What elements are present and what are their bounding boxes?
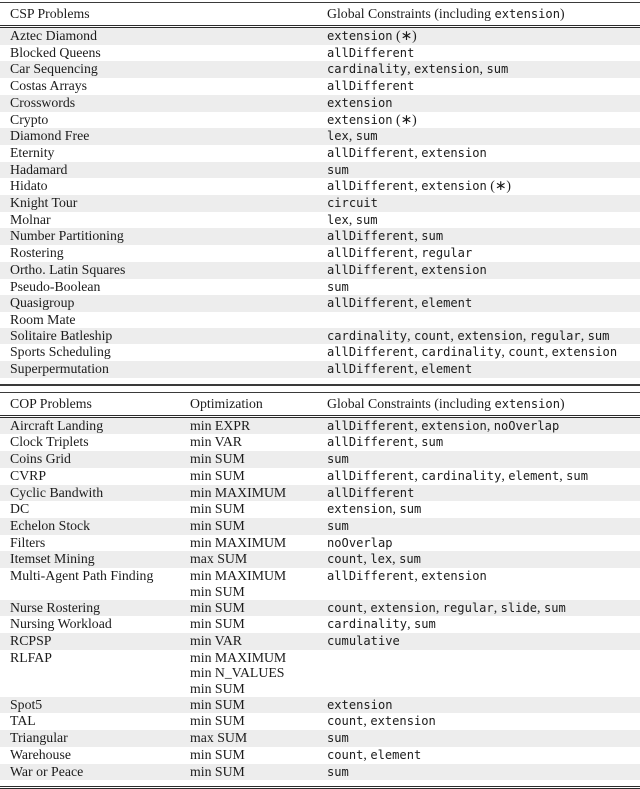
constraint-name: extension [327, 112, 393, 127]
constraint-name: allDifferent [327, 435, 415, 450]
constraint-name: extension [421, 179, 487, 194]
text-segment: , [414, 178, 422, 194]
optimization-objective: min MAXIMUM [190, 568, 287, 584]
constraint-name: extension [327, 29, 393, 43]
constraints-cell [317, 633, 640, 650]
constraints-cell [317, 212, 640, 229]
problem-cell: Crypto [10, 111, 49, 127]
table-row [0, 551, 640, 568]
text-segment: Global Constraints (including [327, 395, 495, 411]
text-segment: , [479, 61, 487, 77]
constraint-name: regular [529, 328, 581, 343]
text-segment: , [435, 599, 443, 615]
constraint-name: extension [327, 502, 393, 517]
problem-cell: Crosswords [0, 95, 317, 112]
cop-table-body [0, 416, 640, 787]
constraints-cell [317, 600, 640, 617]
table-row [0, 45, 640, 62]
constraint-name: cumulative [327, 633, 400, 648]
constraint-name: extension [421, 145, 487, 160]
problem-cell: Molnar [10, 211, 51, 227]
text-segment: , [407, 616, 414, 632]
optimization-objective: min N_VALUES [190, 665, 285, 681]
optimization-objective: min SUM [190, 599, 245, 615]
constraint-name: extension [494, 7, 560, 21]
table-row [0, 228, 640, 245]
problem-cell: Warehouse [10, 746, 71, 762]
constraint-name: sum [587, 328, 610, 343]
constraint-name: extension [370, 714, 436, 729]
constraint-name: allDifferent [327, 45, 415, 60]
optimization-objective: min SUM [190, 517, 245, 533]
text-segment: , [363, 551, 371, 567]
text-segment: , [348, 211, 356, 227]
problem-cell: Pseudo-Boolean [10, 278, 101, 294]
table-row [0, 501, 640, 518]
optimization-objective: min SUM [190, 681, 245, 697]
text-segment: , [414, 295, 422, 311]
constraint-name: cardinality [327, 328, 408, 343]
optimization-objective: min SUM [190, 746, 245, 762]
table-row [0, 535, 640, 552]
constraints-cell [317, 328, 640, 345]
csp-problems-table [0, 2, 640, 386]
constraint-name: extension [551, 345, 618, 360]
problem-cell: Hidato [10, 178, 48, 194]
constraints-cell [317, 468, 640, 485]
problem-cell: Coins Grid [0, 451, 180, 468]
optimization-cell [180, 434, 317, 451]
text-segment: , [414, 228, 422, 244]
optimization-objective: min SUM [190, 713, 245, 729]
constraints-cell [317, 295, 640, 312]
table-row [0, 112, 640, 129]
optimization-cell [180, 416, 317, 434]
constraints-cell [317, 434, 640, 451]
optimization-cell [180, 485, 317, 502]
problem-cell: Cyclic Bandwith [0, 485, 180, 502]
constraint-name: sum [355, 129, 378, 144]
column-header [0, 3, 317, 27]
optimization-objective: min SUM [190, 763, 245, 779]
constraints-cell [317, 713, 640, 730]
constraints-cell [317, 485, 640, 502]
text-segment: (∗) [392, 28, 417, 43]
constraint-name: allDifferent [327, 246, 415, 261]
csp-table-body [0, 27, 640, 385]
text-segment: , [580, 327, 588, 343]
spacer-cell [0, 780, 640, 788]
optimization-cell [180, 633, 317, 650]
problem-cell: Rostering [10, 245, 64, 261]
constraints-cell [317, 27, 640, 45]
constraint-name: extension [494, 396, 560, 411]
constraint-name: extension [414, 62, 480, 77]
constraint-name: element [421, 296, 473, 311]
table-row [0, 295, 640, 312]
constraints-cell [317, 551, 640, 568]
problem-cell: RLFAP [10, 649, 52, 665]
table-row [0, 262, 640, 279]
problem-cell: RCPSP [0, 633, 180, 650]
problem-cell: Ortho. Latin Squares [0, 262, 317, 279]
constraints-cell [317, 361, 640, 378]
text-segment: , [363, 713, 371, 729]
table-row [0, 328, 640, 345]
problem-cell: Nursing Workload [10, 616, 112, 632]
constraint-name: lex [327, 129, 349, 144]
constraint-name: slide [500, 600, 538, 615]
problem-cell: Hadamard [0, 162, 317, 179]
text-segment: , [414, 361, 422, 377]
table-row [0, 600, 640, 617]
constraint-name: sum [327, 452, 349, 467]
optimization-objective: min MAXIMUM [190, 484, 287, 500]
text-segment: , [363, 599, 371, 615]
constraints-cell [317, 518, 640, 535]
table-row [0, 485, 640, 502]
optimization-cell [180, 730, 317, 747]
spacer-row [0, 780, 640, 788]
constraint-name: cardinality [421, 345, 502, 360]
problem-cell: Room Mate [10, 311, 76, 327]
constraint-name: sum [566, 468, 588, 483]
constraint-name: allDifferent [327, 468, 415, 483]
optimization-objective: min SUM [190, 616, 245, 632]
constraints-cell [317, 112, 640, 129]
problem-cell: Aztec Diamond [0, 27, 317, 45]
constraints-cell [317, 128, 640, 145]
table-row [0, 764, 640, 781]
column-header [0, 392, 180, 416]
table-row [0, 361, 640, 378]
table-row [0, 633, 640, 650]
problem-cell: Blocked Queens [10, 44, 101, 60]
table-row [0, 650, 640, 697]
text-segment: Optimization [190, 395, 263, 411]
constraint-name: count [327, 714, 364, 729]
text-segment: CSP Problems [10, 6, 90, 21]
spacer-cell [0, 378, 640, 385]
optimization-cell [180, 713, 317, 730]
constraint-name: allDifferent [327, 485, 415, 500]
optimization-cell [180, 551, 317, 568]
optimization-objective: min MAXIMUM [190, 534, 287, 550]
constraints-cell [317, 501, 640, 518]
constraint-name: extension [370, 600, 436, 615]
table-row [0, 416, 640, 434]
text-segment: , [450, 327, 458, 343]
problem-cell: Number Partitioning [0, 228, 317, 245]
table-row [0, 344, 640, 361]
text-segment: , [414, 568, 422, 584]
table-row [0, 162, 640, 179]
constraint-name: allDifferent [327, 179, 415, 194]
spacer-row [0, 378, 640, 385]
constraint-name: sum [399, 502, 422, 517]
column-header [180, 392, 317, 416]
table-row [0, 195, 640, 212]
text-segment: , [414, 245, 422, 261]
text-segment: (∗) [486, 178, 512, 194]
text-segment: , [407, 61, 414, 77]
constraint-name: lex [370, 552, 393, 567]
optimization-cell [180, 650, 317, 697]
table-row [0, 312, 640, 328]
optimization-objective: max SUM [190, 730, 248, 746]
constraint-name: allDifferent [327, 296, 415, 311]
problem-cell: Eternity [10, 144, 55, 160]
table-row [0, 616, 640, 633]
constraint-name: sum [327, 162, 349, 177]
optimization-cell [180, 501, 317, 518]
table-row [0, 27, 640, 45]
problem-cell: Quasigroup [0, 295, 317, 312]
constraints-cell [317, 162, 640, 179]
constraints-cell [317, 650, 640, 697]
text-segment: (∗) [392, 111, 417, 127]
constraint-name: count [327, 747, 364, 762]
optimization-objective: min SUM [190, 467, 245, 483]
constraints-cell [317, 61, 640, 78]
text-segment: ) [560, 6, 565, 21]
constraint-name: allDifferent [327, 229, 415, 244]
problem-cell: Multi-Agent Path Finding [10, 568, 154, 584]
text-segment: , [559, 467, 567, 483]
constraint-name: sum [327, 518, 349, 533]
constraints-cell [317, 45, 640, 62]
table-row [0, 245, 640, 262]
optimization-cell [180, 451, 317, 468]
optimization-objective: min SUM [190, 583, 245, 599]
constraints-cell [317, 145, 640, 162]
constraint-name: sum [543, 600, 566, 615]
constraint-name: noOverlap [327, 535, 393, 550]
optimization-cell [180, 535, 317, 552]
text-segment: COP Problems [10, 395, 92, 411]
constraint-name: sum [327, 279, 349, 294]
optimization-objective: min VAR [190, 434, 243, 450]
table-row [0, 568, 640, 599]
optimization-objective: min VAR [190, 632, 243, 648]
constraints-cell [317, 178, 640, 195]
constraint-name: extension [327, 697, 393, 712]
constraint-name: circuit [327, 196, 378, 211]
text-segment: , [493, 599, 501, 615]
table-row [0, 279, 640, 296]
text-segment: , [414, 144, 422, 160]
text-segment: , [392, 551, 400, 567]
constraint-name: count [508, 345, 545, 360]
cop-table-header [0, 392, 640, 416]
text-segment: , [414, 467, 422, 483]
constraint-name: extension [421, 569, 487, 584]
table-row [0, 451, 640, 468]
table-row [0, 468, 640, 485]
constraint-name: allDifferent [327, 362, 415, 377]
problem-cell: War or Peace [0, 764, 180, 781]
table-row [0, 518, 640, 535]
constraint-name: noOverlap [493, 418, 560, 433]
constraint-name: sum [399, 552, 421, 567]
table-row [0, 212, 640, 229]
text-segment: , [414, 261, 422, 277]
text-segment: , [414, 344, 422, 360]
table-row [0, 128, 640, 145]
problem-cell: Aircraft Landing [0, 416, 180, 434]
problem-cell: Nurse Rostering [0, 600, 180, 617]
constraint-name: sum [355, 212, 378, 227]
column-header [317, 392, 640, 416]
text-segment: , [414, 434, 422, 450]
constraints-cell [317, 78, 640, 95]
constraints-cell [317, 697, 640, 714]
problem-cell: Filters [10, 534, 46, 550]
constraint-name: element [421, 362, 473, 377]
constraints-cell [317, 616, 640, 633]
constraints-cell [317, 730, 640, 747]
table-row [0, 747, 640, 764]
text-segment: , [537, 599, 544, 615]
optimization-objective: min EXPR [190, 417, 251, 433]
optimization-cell [180, 764, 317, 781]
optimization-cell [180, 468, 317, 485]
constraints-cell [317, 262, 640, 279]
table-row [0, 697, 640, 714]
constraint-name: sum [421, 435, 444, 450]
constraints-cell [317, 279, 640, 296]
problem-cell: Clock Triplets [10, 434, 89, 450]
table-row [0, 434, 640, 451]
constraints-cell [317, 568, 640, 599]
constraint-name: count [327, 552, 364, 567]
text-segment: ) [560, 395, 565, 411]
constraint-name: cardinality [327, 62, 408, 77]
problem-cell: Superpermutation [0, 361, 317, 378]
csp-table-header [0, 3, 640, 27]
constraints-cell [317, 245, 640, 262]
optimization-cell [180, 697, 317, 714]
optimization-objective: min SUM [190, 501, 245, 517]
table-row [0, 95, 640, 112]
optimization-cell [180, 568, 317, 599]
constraint-name: allDifferent [327, 145, 415, 160]
text-segment: , [392, 501, 400, 517]
problem-cell: Costas Arrays [10, 78, 88, 94]
constraints-cell [317, 312, 640, 328]
optimization-objective: min SUM [190, 696, 245, 712]
text-segment: , [414, 417, 422, 433]
text-segment: , [486, 417, 494, 433]
optimization-cell [180, 616, 317, 633]
table-row [0, 78, 640, 95]
constraints-cell [317, 195, 640, 212]
constraint-name: element [508, 468, 560, 483]
constraints-cell [317, 416, 640, 434]
constraint-name: cardinality [421, 468, 502, 483]
constraint-name: count [414, 328, 451, 343]
constraint-name: sum [327, 764, 349, 779]
optimization-cell [180, 600, 317, 617]
problem-cell: Sports Scheduling [10, 344, 111, 360]
text-segment: , [363, 746, 371, 762]
constraint-name: cardinality [327, 617, 408, 632]
constraint-name: regular [442, 600, 494, 615]
constraint-name: count [327, 600, 364, 615]
optimization-objective: min MAXIMUM [190, 649, 287, 665]
constraints-cell [317, 344, 640, 361]
constraints-cell [317, 747, 640, 764]
constraint-name: sum [486, 62, 509, 77]
text-segment: , [522, 327, 530, 343]
problem-cell: TAL [10, 713, 36, 729]
constraint-name: sum [327, 731, 349, 746]
table-row [0, 178, 640, 195]
cop-problems-table [0, 392, 640, 789]
table-row [0, 61, 640, 78]
constraint-name: sum [414, 617, 436, 632]
problem-cell: DC [10, 501, 30, 517]
constraint-name: extension [327, 95, 393, 110]
table-row [0, 730, 640, 747]
problem-cell: Echelon Stock [0, 518, 180, 535]
constraint-name: element [370, 747, 422, 762]
table-row [0, 145, 640, 162]
constraints-cell [317, 228, 640, 245]
text-segment: , [501, 467, 509, 483]
header-row [0, 392, 640, 416]
problem-cell: Triangular [0, 730, 180, 747]
column-header [317, 3, 640, 27]
constraint-name: extension [457, 328, 523, 343]
constraints-cell [317, 451, 640, 468]
constraint-name: lex [327, 212, 349, 227]
problem-cell: Car Sequencing [0, 61, 317, 78]
constraints-cell [317, 535, 640, 552]
constraint-name: allDifferent [327, 262, 415, 277]
text-segment: , [544, 344, 552, 360]
text-segment: , [348, 128, 356, 144]
constraint-name: extension [421, 418, 487, 433]
problem-cell: Knight Tour [0, 195, 317, 212]
constraint-name: allDifferent [327, 79, 415, 94]
optimization-objective: max SUM [190, 551, 248, 567]
text-segment: , [501, 344, 509, 360]
optimization-cell [180, 518, 317, 535]
constraint-name: regular [421, 246, 473, 261]
constraint-name: extension [421, 262, 487, 277]
optimization-cell [180, 747, 317, 764]
constraints-cell [317, 95, 640, 112]
problem-cell: Itemset Mining [0, 551, 180, 568]
constraints-cell [317, 764, 640, 781]
text-segment: Global Constraints (including [327, 6, 495, 21]
problem-cell: CVRP [10, 467, 47, 483]
text-segment: , [407, 327, 414, 343]
optimization-objective: min SUM [190, 451, 245, 467]
constraint-name: allDifferent [327, 345, 415, 360]
problem-cell: Spot5 [0, 697, 180, 714]
constraint-name: allDifferent [327, 418, 415, 433]
problem-cell: Solitaire Batleship [0, 328, 317, 345]
problem-cell: Diamond Free [0, 128, 317, 145]
constraint-name: allDifferent [327, 569, 415, 584]
constraint-name: sum [421, 229, 444, 244]
header-row [0, 3, 640, 27]
table-row [0, 713, 640, 730]
